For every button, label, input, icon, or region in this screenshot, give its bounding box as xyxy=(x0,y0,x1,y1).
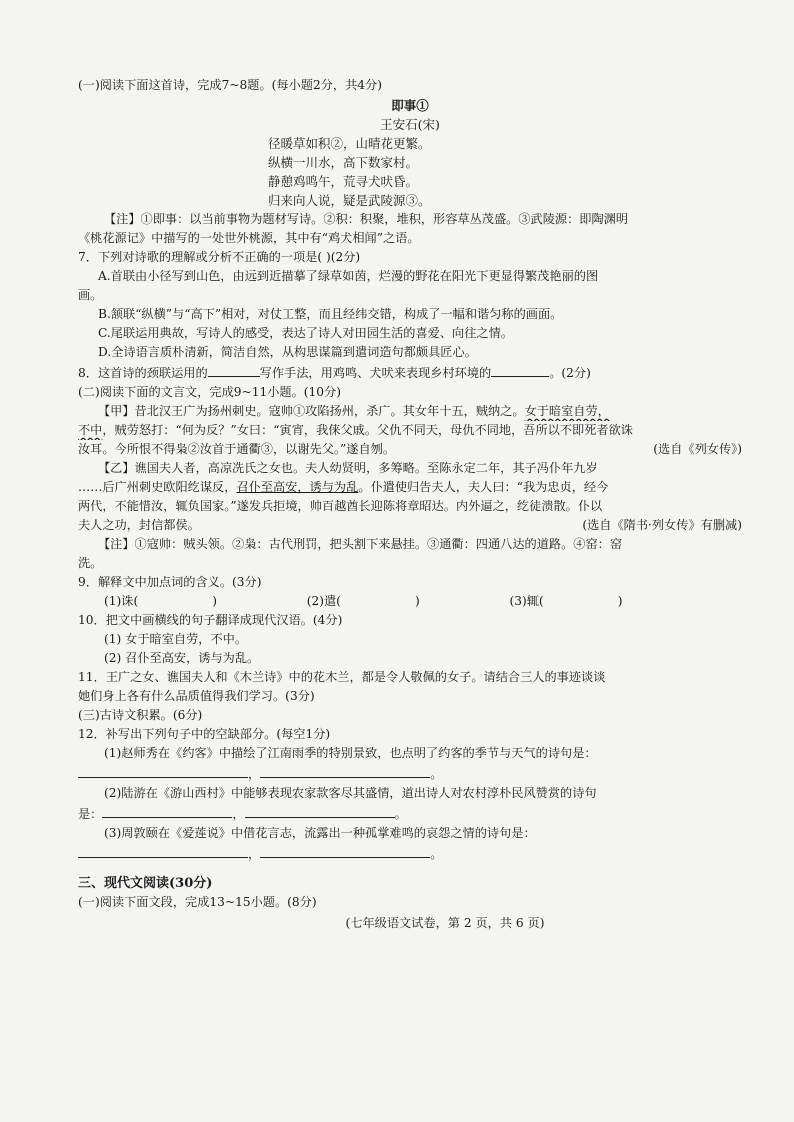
passage-jia-line: 【甲】昔北汉王广为扬州刺史。寇帅①攻陷扬州，杀广。其女年十五，贼纳之。女于暗室自劳， xyxy=(98,404,610,418)
q12-item-2-answer: 是： ， 。 xyxy=(78,803,742,824)
passage-yi-source: (选自《隋书·列女传》有删减) xyxy=(582,518,742,532)
q12-item-1: (1)赵师秀在《约客》中描绘了江南雨季的特别景致，也点明了约客的季节与天气的诗句是： xyxy=(104,746,597,760)
question-7-stem: 7．下列对诗歌的理解或分析不正确的一项是( )(2分) xyxy=(78,250,361,264)
poem-line: 归来向人说，疑是武陵源③。 xyxy=(268,193,431,208)
poem-title: 即事① xyxy=(391,98,429,113)
poem-author: 王安石(宋) xyxy=(380,117,440,132)
q12-blank-5[interactable] xyxy=(78,843,248,858)
q12-blank-6[interactable] xyxy=(260,843,430,858)
section-header-poem: (一)阅读下面这首诗，完成7~8题。(每小题2分，共4分) xyxy=(78,78,382,92)
q7-option-b: B.颔联“纵横”与“高下”相对，对仗工整，而且经纬交错，构成了一幅和谐匀称的画面。 xyxy=(98,307,563,321)
q8-text-2: 写作手法，用鸡鸣、犬吠来表现乡村环境的 xyxy=(259,366,492,380)
q12-blank-3[interactable] xyxy=(102,803,232,818)
question-8 xyxy=(78,362,742,383)
part-3-header: 三、现代文阅读(30分) xyxy=(78,876,213,891)
q9-items: (1)诛( ) (2)遣( ) (3)辄( ) xyxy=(104,594,623,608)
poem-line: 径暖草如积②，山晴花更繁。 xyxy=(268,136,431,151)
q12-blank-2[interactable] xyxy=(260,763,430,778)
q8-text-3: 。(2分) xyxy=(549,366,591,380)
q8-blank-2[interactable] xyxy=(491,362,549,377)
section-header-classical: (二)阅读下面的文言文，完成9~11小题。(10分) xyxy=(78,385,342,399)
poem-note: 【注】①即事：以当前事物为题材写诗。②积：积聚，堆积，形容草丛茂盛。③武陵源：即陶渊明 xyxy=(104,212,629,226)
passage-yi-line: 【乙】谯国夫人者，高凉冼氏之女也。夫人幼贤明，多筹略。至陈永定二年，其子冯仆年九岁 xyxy=(98,461,598,475)
question-11: 11．王广之女、谯国夫人和《木兰诗》中的花木兰，都是令人敬佩的女子。请结合三人的事迹谈谈 xyxy=(78,670,606,684)
poem-note: 《桃花源记》中描写的一处世外桃源，其中有“鸡犬相闻”之语。 xyxy=(78,231,420,245)
underlined-sentence: 女于暗室自劳， xyxy=(524,404,610,418)
question-10-stem: 10．把文中画横线的句子翻译成现代汉语。(4分) xyxy=(78,613,343,627)
q7-option-c: C.尾联运用典故，写诗人的感受，表达了诗人对田园生活的喜爱、向往之情。 xyxy=(98,326,513,340)
question-9-stem: 9．解释文中加点词的含义。(3分) xyxy=(78,575,262,589)
section-header-accumulation: (三)古诗文积累。(6分) xyxy=(78,708,203,722)
passage-yi-line: 夫人之功，封信都侯。 (选自《隋书·列女传》有删减) xyxy=(78,516,742,535)
q12-item-2: (2)陆游在《游山西村》中能够表现农家款客尽其盛情，道出诗人对农村淳朴民风赞赏的诗句 xyxy=(104,786,597,800)
passage-yi-line: 两代，不能惜汝，辄负国家。”遂发兵拒境，帅百越酋长迎陈将章昭达。内外逼之，纥徒溃散。仆以 xyxy=(78,499,603,513)
page-footer: (七年级语文试卷，第 2 页，共 6 页) xyxy=(345,916,545,930)
passage-jia-line: 汝耳。今所恨不得枭②汝首于通衢③，以谢先父。”遂自刎。 (选自《列女传》) xyxy=(78,440,742,459)
passage-jia-line: 不中，贼劳怒打：“何为反？”女曰：“寅宵，我俫父戚。父仇不同天，母仇不同地，吾所以不即死者欲诛 xyxy=(78,423,633,437)
passage-jia-source: (选自《列女传》) xyxy=(653,442,742,456)
question-12-stem: 12．补写出下列句子中的空缺部分。(每空1分) xyxy=(78,727,331,741)
part-3-subheader: (一)阅读下面文段，完成13~15小题。(8分) xyxy=(78,895,317,909)
underlined-sentence: 召仆至高安，诱与为乱 xyxy=(236,480,359,494)
passage-note: 【注】①寇帅：贼头领。②枭：古代刑罚，把头割下来悬挂。③通衢：四通八达的道路。④窑：窑 xyxy=(98,537,623,551)
question-11-cont: 她们身上各有什么品质值得我们学习。(3分) xyxy=(78,689,315,703)
passage-note: 洗。 xyxy=(78,556,103,570)
q10-sentence-2: (2) 召仆至高安，诱与为乱。 xyxy=(104,651,260,665)
passage-yi-line: ……后广州刺史欧阳纥谋反，召仆至高安，诱与为乱。仆遣使归告夫人，夫人曰：“我为忠贞，经今 xyxy=(78,480,609,494)
q10-sentence-1: (1) 女于暗室自劳，不中。 xyxy=(104,632,248,646)
q8-blank-1[interactable] xyxy=(208,362,260,377)
q12-item-1-answer: ， 。 xyxy=(78,763,742,784)
poem-line: 静憩鸡鸣午，荒寻犬吠昏。 xyxy=(268,174,419,189)
q7-option-a: A.首联由小径写到山色，由远到近描摹了绿草如茵，烂漫的野花在阳光下更显得繁茂艳丽的图 xyxy=(98,269,599,283)
q12-item-3-answer: ， 。 xyxy=(78,843,742,864)
q7-option-d: D.全诗语言质朴清新，简洁自然，从构思谋篇到遣词造句都颇具匠心。 xyxy=(98,345,477,359)
q12-item-3: (3)周敦颐在《爱莲说》中借花言志，流露出一种孤掌难鸣的哀怨之情的诗句是： xyxy=(104,826,536,840)
q12-blank-4[interactable] xyxy=(245,803,395,818)
q7-option-a-cont: 画。 xyxy=(78,288,103,302)
poem-line: 纵横一川水，高下数家村。 xyxy=(268,155,419,170)
underlined-sentence: 不中 xyxy=(78,423,103,437)
q12-blank-1[interactable] xyxy=(78,763,248,778)
q8-text-1: 8．这首诗的颈联运用的 xyxy=(78,366,208,380)
